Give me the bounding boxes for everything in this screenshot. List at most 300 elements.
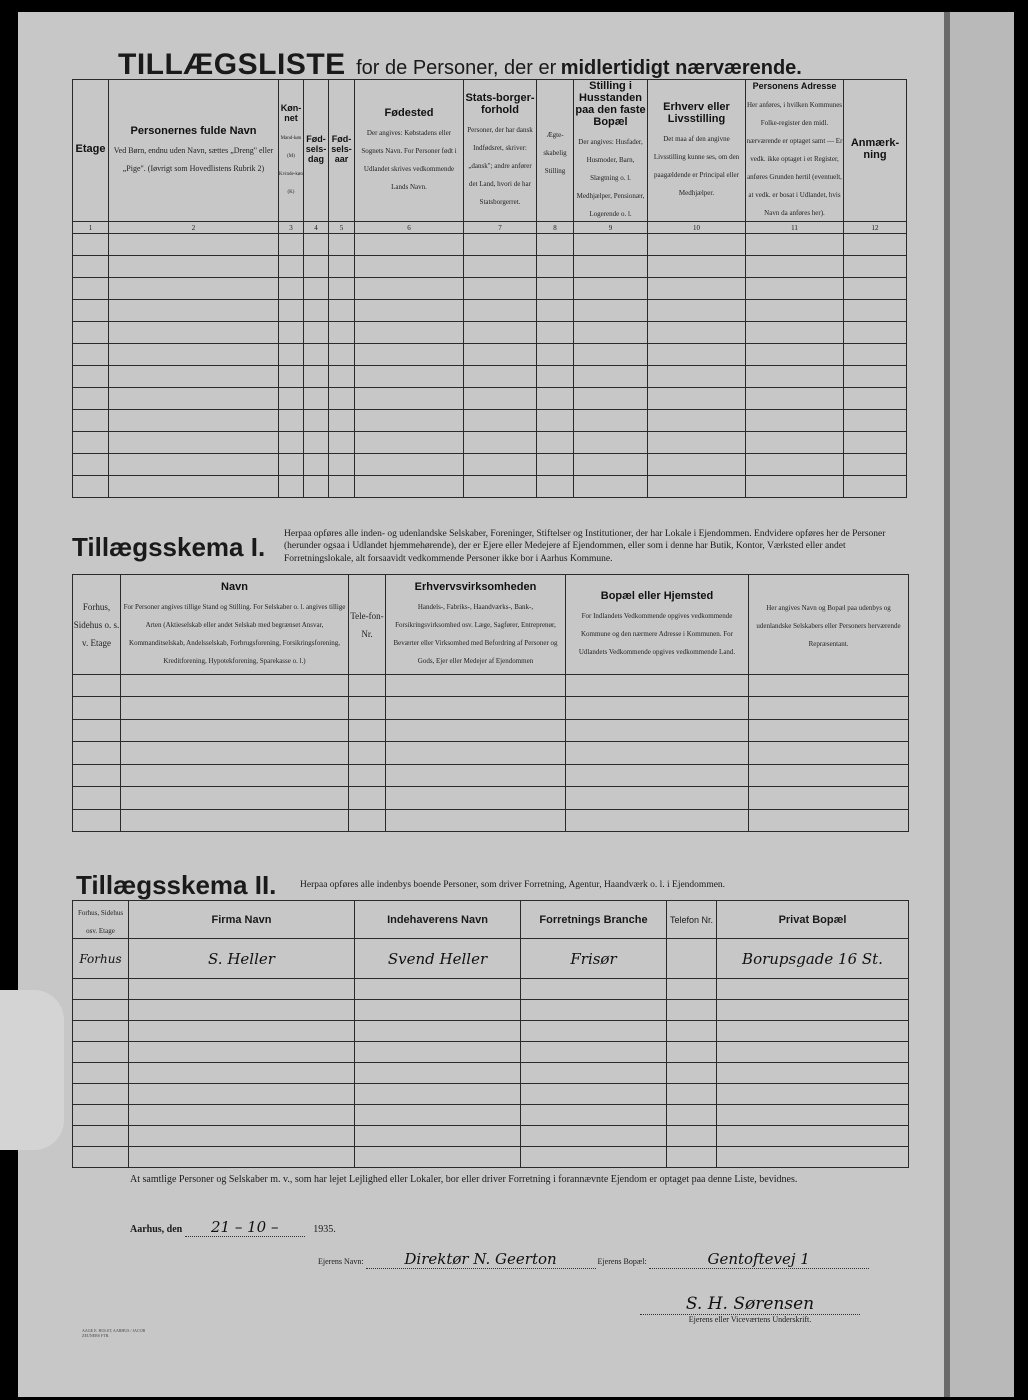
- owner-name-hand: Direktør N. Geerton: [366, 1250, 596, 1269]
- empty-cell: [129, 1147, 355, 1168]
- empty-cell: [746, 476, 844, 498]
- empty-cell: [386, 809, 566, 831]
- empty-cell: [667, 1000, 717, 1021]
- empty-cell: [355, 1147, 521, 1168]
- skema1-col-6: Her angives Navn og Bopæl paa udenbys og udenlandske Selskabers eller Personers herværende Repræsentant.: [749, 575, 909, 675]
- empty-cell: [717, 1000, 909, 1021]
- empty-cell: [648, 388, 746, 410]
- row1-bopael: Borupsgade 16 St.: [717, 939, 909, 979]
- empty-cell: [844, 322, 907, 344]
- empty-cell: [566, 764, 749, 786]
- empty-cell: [73, 410, 109, 432]
- empty-cell: [129, 1042, 355, 1063]
- empty-cell: [648, 322, 746, 344]
- empty-cell: [521, 1084, 667, 1105]
- col-num: 8: [537, 222, 574, 234]
- empty-cell: [717, 1147, 909, 1168]
- empty-row: [73, 410, 907, 432]
- skema2-col-4: Forretnings Branche: [521, 901, 667, 939]
- empty-cell: [648, 432, 746, 454]
- empty-cell: [386, 697, 566, 719]
- empty-cell: [279, 344, 304, 366]
- empty-cell: [464, 410, 537, 432]
- empty-cell: [521, 1063, 667, 1084]
- empty-cell: [73, 322, 109, 344]
- empty-cell: [279, 388, 304, 410]
- empty-cell: [566, 697, 749, 719]
- empty-cell: [386, 674, 566, 696]
- empty-cell: [464, 432, 537, 454]
- empty-cell: [574, 322, 648, 344]
- empty-cell: [279, 278, 304, 300]
- skema1-text: Herpaa opføres alle inden- og udenlandske Selskaber, Foreninger, Stiftelser og Institutioner, der har Lokale i Ejendommen. Endvidere opføres her de Personer (herunder ogsaa i Udlandet hjemmehørende), der er Ejere eller Medejere af Ejendommen, eller som i denne har Butik, Kontor, Værksted eller andet Forretningslokale, alt forsaavidt vedkommende Personer ikke bor i Aarhus Kommune.: [284, 529, 886, 564]
- empty-cell: [329, 300, 355, 322]
- empty-cell: [304, 278, 329, 300]
- empty-cell: [329, 278, 355, 300]
- empty-cell: [355, 432, 464, 454]
- owner-address-label: Ejerens Bopæl:: [597, 1257, 647, 1266]
- empty-cell: [121, 674, 349, 696]
- empty-cell: [648, 234, 746, 256]
- empty-row: [73, 322, 907, 344]
- empty-cell: [844, 256, 907, 278]
- table-main-header: [73, 80, 907, 222]
- empty-cell: [73, 979, 129, 1000]
- empty-cell: [746, 278, 844, 300]
- empty-cell: [329, 410, 355, 432]
- empty-cell: [109, 256, 279, 278]
- empty-row: [73, 674, 909, 696]
- empty-row: [73, 366, 907, 388]
- table-skema2: [72, 900, 909, 1168]
- row1-indehaver: Svend Heller: [355, 939, 521, 979]
- empty-cell: [304, 344, 329, 366]
- empty-cell: [129, 1126, 355, 1147]
- skema2-row-1: [73, 939, 909, 979]
- empty-cell: [73, 1084, 129, 1105]
- skema2-col-1: Forhus, Sidehus osv. Etage: [73, 901, 129, 939]
- empty-cell: [844, 476, 907, 498]
- skema2-header: [73, 901, 909, 939]
- empty-cell: [844, 300, 907, 322]
- empty-cell: [73, 432, 109, 454]
- empty-cell: [537, 388, 574, 410]
- empty-cell: [355, 256, 464, 278]
- empty-row: [73, 1147, 909, 1168]
- empty-cell: [329, 476, 355, 498]
- row1-telefon: [667, 939, 717, 979]
- empty-cell: [537, 256, 574, 278]
- empty-row: [73, 256, 907, 278]
- empty-row: [73, 432, 907, 454]
- empty-cell: [73, 1063, 129, 1084]
- empty-cell: [574, 476, 648, 498]
- empty-cell: [648, 476, 746, 498]
- empty-cell: [129, 1021, 355, 1042]
- empty-cell: [121, 764, 349, 786]
- empty-cell: [717, 1105, 909, 1126]
- empty-cell: [717, 1126, 909, 1147]
- empty-cell: [129, 979, 355, 1000]
- signature-block: [640, 1294, 860, 1324]
- empty-cell: [355, 278, 464, 300]
- col-header-6: Fødested Der angives: Købstadens eller Sognets Navn. For Personer født i Udlandet skrives vedkommende Lands Navn.: [355, 80, 464, 222]
- empty-cell: [304, 388, 329, 410]
- empty-cell: [574, 234, 648, 256]
- empty-cell: [279, 410, 304, 432]
- empty-cell: [121, 719, 349, 741]
- empty-cell: [73, 787, 121, 809]
- column-numbers: [73, 222, 907, 234]
- empty-cell: [844, 388, 907, 410]
- empty-cell: [73, 1021, 129, 1042]
- empty-cell: [566, 719, 749, 741]
- empty-row: [73, 764, 909, 786]
- empty-cell: [304, 410, 329, 432]
- empty-cell: [746, 256, 844, 278]
- empty-cell: [749, 719, 909, 741]
- empty-cell: [279, 322, 304, 344]
- row1-firma: S. Heller: [129, 939, 355, 979]
- empty-cell: [746, 344, 844, 366]
- empty-cell: [749, 742, 909, 764]
- empty-cell: [386, 742, 566, 764]
- empty-cell: [349, 697, 386, 719]
- empty-cell: [129, 1105, 355, 1126]
- empty-cell: [521, 979, 667, 1000]
- empty-cell: [717, 1021, 909, 1042]
- empty-cell: [279, 234, 304, 256]
- empty-cell: [667, 1147, 717, 1168]
- empty-cell: [349, 719, 386, 741]
- title-bold: midlertidigt nærværende.: [560, 57, 802, 79]
- empty-cell: [464, 476, 537, 498]
- empty-cell: [521, 1126, 667, 1147]
- empty-cell: [537, 344, 574, 366]
- empty-cell: [355, 1000, 521, 1021]
- skema1-title: Tillægsskema I.: [72, 532, 266, 562]
- empty-cell: [574, 454, 648, 476]
- empty-cell: [717, 1042, 909, 1063]
- empty-cell: [129, 1000, 355, 1021]
- empty-cell: [746, 366, 844, 388]
- empty-row: [73, 697, 909, 719]
- empty-cell: [574, 366, 648, 388]
- skema2-col-3: Indehaverens Navn: [355, 901, 521, 939]
- empty-cell: [73, 1000, 129, 1021]
- empty-cell: [73, 764, 121, 786]
- empty-cell: [844, 278, 907, 300]
- empty-cell: [73, 1126, 129, 1147]
- empty-cell: [521, 1105, 667, 1126]
- empty-cell: [574, 278, 648, 300]
- empty-cell: [121, 697, 349, 719]
- empty-cell: [304, 432, 329, 454]
- empty-row: [73, 719, 909, 741]
- col-num: 3: [279, 222, 304, 234]
- empty-cell: [537, 278, 574, 300]
- empty-cell: [746, 322, 844, 344]
- empty-cell: [386, 764, 566, 786]
- empty-cell: [355, 366, 464, 388]
- empty-cell: [566, 787, 749, 809]
- empty-cell: [844, 234, 907, 256]
- year: 1935.: [313, 1224, 336, 1235]
- col-header-2: Personernes fulde Navn Ved Børn, endnu uden Navn, sættes „Dreng" eller „Pige". (Iøvrigt som Hovedlistens Rubrik 2): [109, 80, 279, 222]
- empty-cell: [537, 300, 574, 322]
- empty-cell: [464, 388, 537, 410]
- empty-cell: [355, 476, 464, 498]
- empty-row: [73, 809, 909, 831]
- empty-cell: [648, 256, 746, 278]
- empty-cell: [355, 1126, 521, 1147]
- empty-row: [73, 742, 909, 764]
- empty-cell: [537, 410, 574, 432]
- empty-cell: [717, 1063, 909, 1084]
- empty-cell: [121, 742, 349, 764]
- empty-cell: [648, 278, 746, 300]
- empty-cell: [109, 410, 279, 432]
- empty-cell: [329, 432, 355, 454]
- empty-cell: [537, 234, 574, 256]
- empty-cell: [574, 344, 648, 366]
- empty-cell: [73, 674, 121, 696]
- col-num: 9: [574, 222, 648, 234]
- empty-cell: [521, 1021, 667, 1042]
- signature-label: Ejerens eller Viceværtens Underskrift.: [688, 1315, 812, 1324]
- empty-cell: [667, 1021, 717, 1042]
- owner-line: [318, 1250, 869, 1269]
- col-num: 10: [648, 222, 746, 234]
- empty-row: [73, 234, 907, 256]
- empty-cell: [109, 366, 279, 388]
- page-tab: [0, 990, 64, 1150]
- empty-row: [73, 1105, 909, 1126]
- empty-cell: [329, 344, 355, 366]
- empty-cell: [349, 674, 386, 696]
- empty-cell: [521, 1000, 667, 1021]
- empty-cell: [279, 256, 304, 278]
- empty-cell: [537, 454, 574, 476]
- empty-cell: [73, 742, 121, 764]
- empty-cell: [304, 256, 329, 278]
- empty-cell: [574, 432, 648, 454]
- col-header-7: Stats-borger-forhold Personer, der har dansk Indfødsret, skriver: „dansk"; andre anfører det Land, hvori de har Statsborgerret.: [464, 80, 537, 222]
- empty-cell: [73, 1105, 129, 1126]
- empty-cell: [537, 432, 574, 454]
- empty-cell: [648, 344, 746, 366]
- empty-cell: [574, 256, 648, 278]
- empty-row: [73, 278, 907, 300]
- empty-cell: [73, 1042, 129, 1063]
- date-line: [130, 1218, 336, 1237]
- empty-cell: [746, 410, 844, 432]
- empty-cell: [464, 366, 537, 388]
- row1-etage: Forhus: [73, 939, 129, 979]
- empty-cell: [537, 476, 574, 498]
- empty-cell: [574, 300, 648, 322]
- empty-cell: [648, 454, 746, 476]
- empty-row: [73, 388, 907, 410]
- empty-cell: [355, 344, 464, 366]
- empty-cell: [304, 234, 329, 256]
- empty-row: [73, 1021, 909, 1042]
- empty-cell: [667, 1126, 717, 1147]
- empty-cell: [279, 432, 304, 454]
- date-hand: 21 – 10 –: [185, 1218, 305, 1237]
- empty-cell: [355, 300, 464, 322]
- empty-cell: [73, 388, 109, 410]
- empty-cell: [73, 278, 109, 300]
- empty-cell: [329, 256, 355, 278]
- declaration: At samtlige Personer og Selskaber m. v., som har lejet Lejlighed eller Lokaler, bor eller driver Forretning i forannævnte Ejendom er optaget paa denne Liste, bevidnes.: [130, 1174, 798, 1185]
- empty-cell: [749, 764, 909, 786]
- empty-cell: [537, 322, 574, 344]
- empty-cell: [464, 322, 537, 344]
- place-label: Aarhus, den: [130, 1224, 183, 1235]
- empty-cell: [746, 454, 844, 476]
- empty-cell: [521, 1042, 667, 1063]
- empty-cell: [329, 388, 355, 410]
- empty-row: [73, 1063, 909, 1084]
- empty-cell: [304, 476, 329, 498]
- empty-cell: [109, 234, 279, 256]
- empty-cell: [109, 388, 279, 410]
- empty-cell: [73, 300, 109, 322]
- empty-cell: [648, 300, 746, 322]
- empty-row: [73, 454, 907, 476]
- empty-cell: [355, 1105, 521, 1126]
- skema2-text: Herpaa opføres alle indenbys boende Personer, som driver Forretning, Agentur, Haandværk o. l. i Ejendommen.: [300, 880, 726, 890]
- empty-cell: [121, 809, 349, 831]
- col-num: 7: [464, 222, 537, 234]
- col-num: 2: [109, 222, 279, 234]
- empty-cell: [73, 809, 121, 831]
- col-header-12: Anmærk-ning: [844, 80, 907, 222]
- skema2-col-6: Privat Bopæl: [717, 901, 909, 939]
- empty-cell: [73, 234, 109, 256]
- empty-cell: [109, 454, 279, 476]
- empty-cell: [304, 454, 329, 476]
- empty-cell: [566, 742, 749, 764]
- empty-cell: [349, 742, 386, 764]
- empty-cell: [121, 787, 349, 809]
- empty-cell: [667, 1063, 717, 1084]
- col-num: 6: [355, 222, 464, 234]
- title-rest: for de Personer, der er: [356, 57, 557, 79]
- empty-cell: [844, 366, 907, 388]
- empty-cell: [749, 697, 909, 719]
- table-skema1: [72, 574, 909, 832]
- empty-cell: [329, 366, 355, 388]
- empty-cell: [73, 1147, 129, 1168]
- empty-cell: [73, 366, 109, 388]
- empty-row: [73, 300, 907, 322]
- col-num: 5: [329, 222, 355, 234]
- empty-row: [73, 1084, 909, 1105]
- skema1-header: [73, 575, 909, 675]
- empty-cell: [304, 300, 329, 322]
- empty-cell: [73, 719, 121, 741]
- empty-cell: [844, 410, 907, 432]
- empty-cell: [844, 432, 907, 454]
- empty-cell: [73, 344, 109, 366]
- empty-cell: [329, 322, 355, 344]
- empty-cell: [349, 764, 386, 786]
- empty-cell: [667, 1084, 717, 1105]
- skema1-col-3: Tele-fon-Nr.: [349, 575, 386, 675]
- col-num: 12: [844, 222, 907, 234]
- empty-row: [73, 1126, 909, 1147]
- col-header-5: Fød-sels-aar: [329, 80, 355, 222]
- empty-cell: [129, 1084, 355, 1105]
- empty-cell: [464, 278, 537, 300]
- empty-cell: [304, 322, 329, 344]
- skema2-col-2: Firma Navn: [129, 901, 355, 939]
- title-line: [118, 48, 918, 82]
- printer-mark: AAGE E. HOLST, AARHUS / JACOB ZEUNERS FTR.: [82, 1328, 146, 1339]
- table-main: [72, 79, 907, 498]
- empty-cell: [464, 256, 537, 278]
- empty-cell: [464, 344, 537, 366]
- empty-cell: [574, 388, 648, 410]
- empty-cell: [667, 979, 717, 1000]
- empty-cell: [329, 454, 355, 476]
- empty-cell: [355, 1042, 521, 1063]
- empty-cell: [73, 256, 109, 278]
- col-header-10: Erhverv eller Livsstilling Det maa af den angivne Livsstilling kunne ses, om den paagældende er Principal eller Medhjælper.: [648, 80, 746, 222]
- skema1-col-5: Bopæl eller Hjemsted For Indlandets Vedkommende opgives vedkommende Kommune og den nærmere Adresse i Kommunen. For Udlandets Vedkommende opgives vedkommende Land.: [566, 575, 749, 675]
- empty-cell: [304, 366, 329, 388]
- empty-cell: [746, 432, 844, 454]
- empty-cell: [464, 300, 537, 322]
- col-num: 11: [746, 222, 844, 234]
- empty-cell: [537, 366, 574, 388]
- empty-cell: [109, 432, 279, 454]
- empty-cell: [279, 300, 304, 322]
- empty-cell: [355, 388, 464, 410]
- empty-cell: [749, 787, 909, 809]
- skema2-title: Tillægsskema II.: [76, 870, 277, 900]
- empty-cell: [73, 697, 121, 719]
- row1-branche: Frisør: [521, 939, 667, 979]
- empty-cell: [717, 1084, 909, 1105]
- empty-cell: [844, 454, 907, 476]
- empty-cell: [749, 674, 909, 696]
- empty-row: [73, 979, 909, 1000]
- empty-row: [73, 1000, 909, 1021]
- empty-row: [73, 1042, 909, 1063]
- empty-cell: [717, 979, 909, 1000]
- empty-cell: [746, 300, 844, 322]
- empty-cell: [746, 388, 844, 410]
- empty-cell: [109, 476, 279, 498]
- empty-cell: [129, 1063, 355, 1084]
- empty-cell: [667, 1105, 717, 1126]
- empty-cell: [355, 454, 464, 476]
- col-num: 1: [73, 222, 109, 234]
- empty-cell: [279, 476, 304, 498]
- empty-cell: [355, 979, 521, 1000]
- empty-cell: [386, 787, 566, 809]
- empty-cell: [667, 1042, 717, 1063]
- empty-row: [73, 476, 907, 498]
- empty-cell: [749, 809, 909, 831]
- empty-cell: [109, 344, 279, 366]
- empty-cell: [464, 234, 537, 256]
- empty-cell: [355, 234, 464, 256]
- skema1-col-2: Navn For Personer angives tillige Stand og Stilling. For Selskaber o. l. angives tillige Arten (Aktieselskab eller andet Selskab med begrænset Ansvar, Kommanditselskab, Andelsselskab, Forbrugsforening, Forsikringsforening, Kreditforening, Hypotekforening, Sparekasse o. l.): [121, 575, 349, 675]
